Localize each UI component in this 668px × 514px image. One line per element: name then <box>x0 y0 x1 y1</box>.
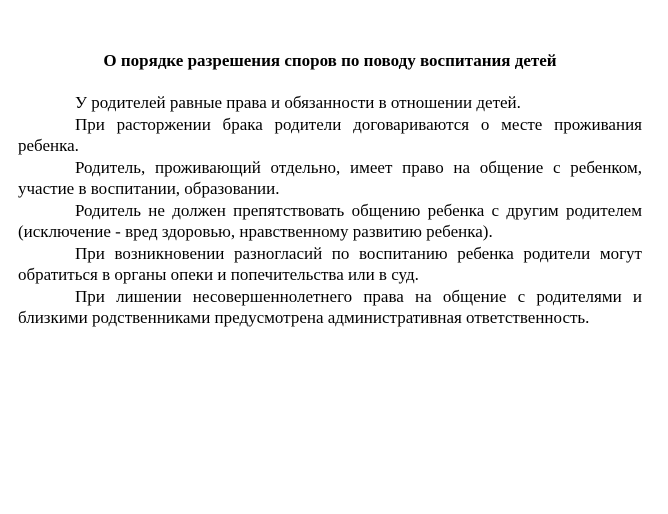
document-title: О порядке разрешения споров по поводу воспитания детей <box>103 51 557 70</box>
paragraph-disagreements: При возникновении разногласий по воспитанию ребенка родители могут обратиться в органы опеки и попечительства или в суд. <box>18 243 642 284</box>
paragraph-no-obstruction: Родитель не должен препятствовать общению ребенка с другим родителем (исключение - вред здоровью, нравственному развитию ребенка). <box>18 200 642 241</box>
paragraph-equal-rights: У родителей равные права и обязанности в отношении детей. <box>75 93 521 112</box>
paragraph-separate-parent-rights: Родитель, проживающий отдельно, имеет право на общение с ребенком, участие в воспитании, образовании. <box>18 157 642 198</box>
paragraph-divorce-residence: При расторжении брака родители договариваются о месте проживания ребенка. <box>18 114 642 155</box>
document-body <box>18 92 642 329</box>
document-page <box>18 50 642 329</box>
paragraph-liability: При лишении несовершеннолетнего права на общение с родителями и близкими родственниками предусмотрена административная ответственность. <box>18 286 642 327</box>
